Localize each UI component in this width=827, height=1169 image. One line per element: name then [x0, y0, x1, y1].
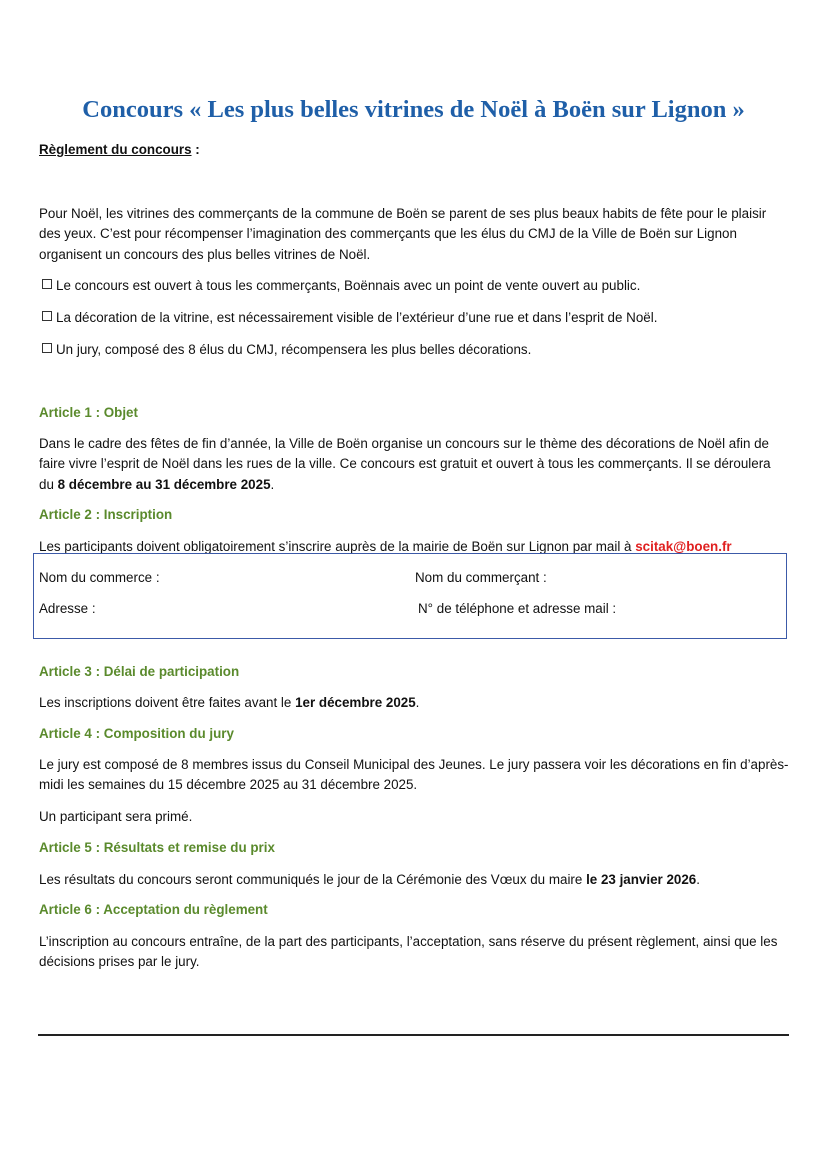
article-5-body: Les résultats du concours seront communiqués le jour de la Cérémonie des Vœux du maire	[39, 872, 587, 887]
form-label-telephone: N° de téléphone et adresse mail :	[418, 601, 617, 616]
article-4-text: Le jury est composé de 8 membres issus du Conseil Municipal des Jeunes. Le jury passera voir les décorations en fin d’après-midi les semaines du 15 décembre 2025 au 31 décembre 2025.	[39, 757, 789, 793]
article-2-heading: Article 2 : Inscription	[39, 507, 173, 522]
form-label-commercant: Nom du commerçant :	[415, 570, 547, 585]
bullet-item	[42, 340, 531, 360]
bullet-text: Le concours est ouvert à tous les commerçants, Boënnais avec un point de vente ouvert au public.	[56, 278, 641, 293]
article-3-date: 1er décembre 2025	[295, 695, 416, 710]
contact-email-link[interactable]: scitak@boen.fr	[635, 539, 732, 554]
registration-form-box	[33, 553, 787, 639]
article-4-text-2: Un participant sera primé.	[39, 809, 193, 824]
article-5-heading: Article 5 : Résultats et remise du prix	[39, 840, 275, 855]
article-1-body: Dans le cadre des fêtes de fin d’année, la Ville de Boën organise un concours sur le thème des décorations de Noël afin de faire vivre l’esprit de Noël dans les rues de la ville. Ce concours est gratuit et ouvert à tous les commerçants. Il se déroulera du	[39, 436, 771, 492]
article-4-heading: Article 4 : Composition du jury	[39, 726, 234, 741]
article-1-period: .	[270, 476, 275, 492]
article-5-text	[39, 870, 789, 890]
article-6-heading: Article 6 : Acceptation du règlement	[39, 902, 268, 917]
rules-subtitle-label: Règlement du concours	[39, 142, 192, 157]
checkbox-square-icon	[42, 279, 52, 289]
checkbox-square-icon	[42, 343, 52, 353]
article-3-text	[39, 693, 789, 713]
article-6-text: L’inscription au concours entraîne, de la part des participants, l’acceptation, sans réserve du présent règlement, ainsi que les décisions prises par le jury.	[39, 934, 778, 970]
rules-subtitle	[39, 142, 200, 157]
bullet-text: La décoration de la vitrine, est nécessairement visible de l’extérieur d’une rue et dans l’esprit de Noël.	[56, 310, 658, 325]
intro-paragraph: Pour Noël, les vitrines des commerçants de la commune de Boën se parent de ses plus beaux habits de fête pour le plaisir des yeux. C’est pour récompenser l’imagination des commerçants que les élus du CMJ de la Ville de Boën sur Lignon organisent un concours des plus belles vitrines de Noël.	[39, 206, 767, 262]
rules-subtitle-colon: :	[191, 142, 200, 157]
article-3-body: Les inscriptions doivent être faites avant le	[39, 695, 296, 710]
form-label-commerce: Nom du commerce :	[39, 570, 160, 585]
page-title: Concours « Les plus belles vitrines de Noël à Boën sur Lignon »	[82, 96, 745, 123]
bullet-text: Un jury, composé des 8 élus du CMJ, récompensera les plus belles décorations.	[56, 342, 532, 357]
bullet-item	[42, 308, 657, 328]
article-5-date: le 23 janvier 2026	[586, 872, 697, 887]
article-1-text	[39, 434, 789, 495]
article-2-body: Les participants doivent obligatoirement s’inscrire auprès de la mairie de Boën sur Lignon par mail à	[39, 539, 636, 554]
footer-divider	[38, 1034, 789, 1036]
checkbox-square-icon	[42, 311, 52, 321]
article-3-heading: Article 3 : Délai de participation	[39, 664, 240, 679]
article-3-period: .	[415, 695, 420, 710]
article-1-heading: Article 1 : Objet	[39, 405, 138, 420]
article-5-period: .	[696, 872, 700, 887]
article-1-dates: 8 décembre au 31 décembre 2025	[57, 476, 271, 492]
bullet-item	[42, 276, 640, 296]
form-label-adresse: Adresse :	[39, 601, 96, 616]
